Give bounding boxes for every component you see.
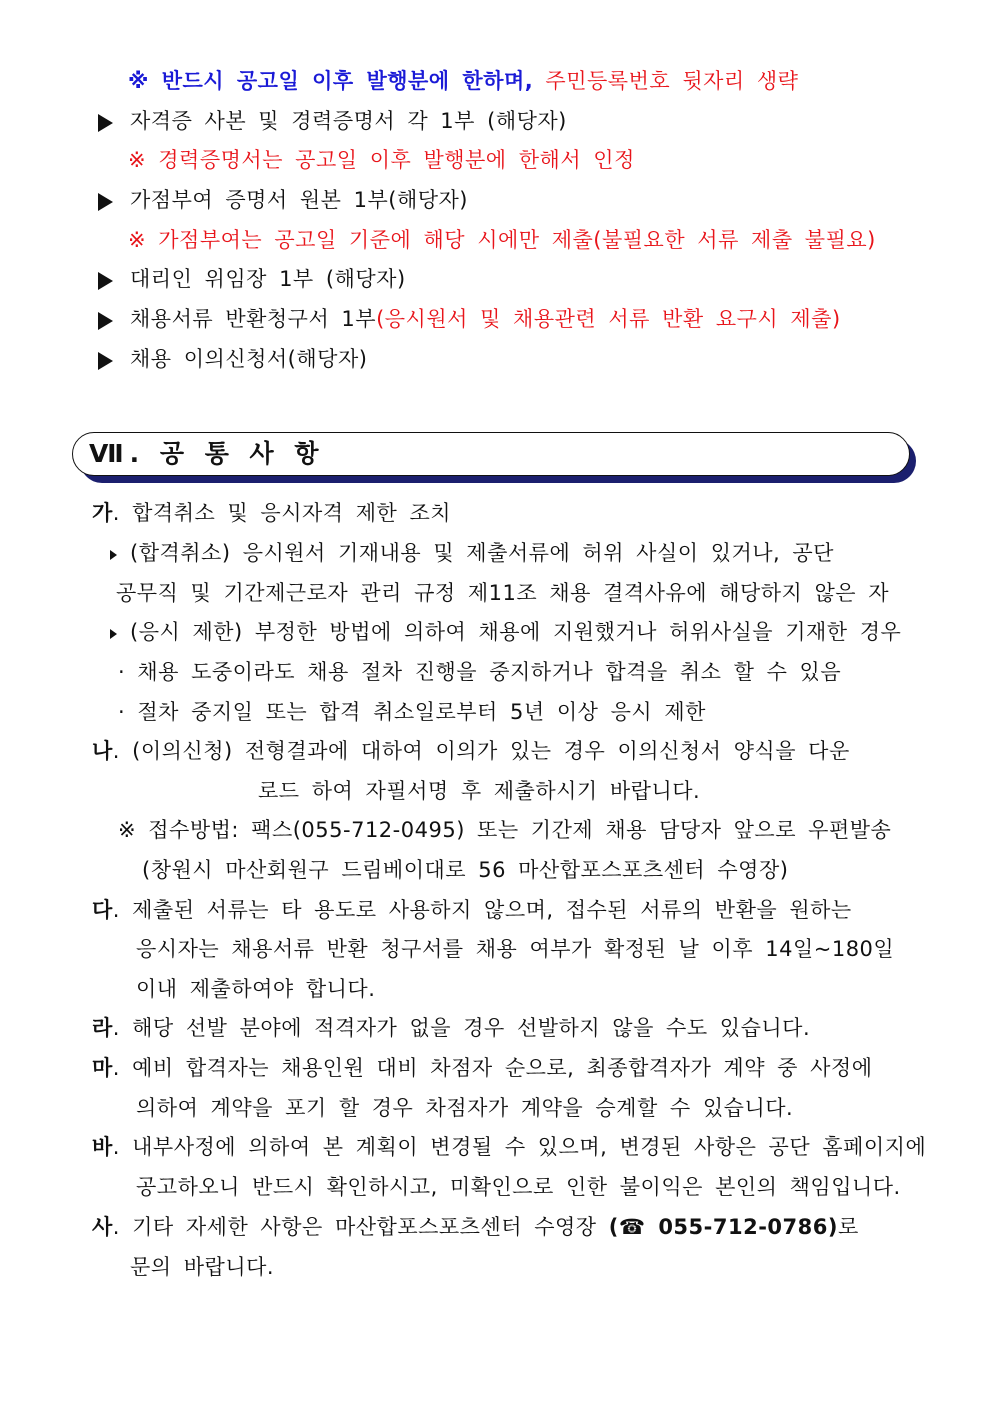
ga-dot-1: · 채용 도중이라도 채용 절차 진행을 중지하거나 합격을 취소 할 수 있음: [118, 660, 842, 684]
ga-sub-2: (응시 제한) 부정한 방법에 의하여 채용에 지원했거나 허위사실을 기재한 경우: [130, 620, 902, 644]
item-ga-label: 가: [92, 501, 113, 525]
item-ba-line-1: . 내부사정에 의하여 본 계획이 변경될 수 있으며, 변경된 사항은 공단 홈페이지에: [112, 1135, 927, 1159]
bullet-triangle-icon: [98, 272, 113, 290]
item-da: [92, 895, 852, 925]
bullet-triangle-icon: [98, 114, 113, 132]
item-da-line-1: . 제출된 서류는 타 용도로 사용하지 않으며, 접수된 서류의 반환을 원하는: [112, 898, 852, 922]
note-2: ※ 경력증명서는 공고일 이후 발행분에 한해서 인정: [128, 148, 635, 172]
item-4-red: (응시원서 및 채용관련 서류 반환 요구시 제출): [376, 307, 841, 331]
item-5: 채용 이의신청서(해당자): [130, 347, 368, 371]
item-sa: [92, 1212, 859, 1242]
item-3: 대리인 위임장 1부 (해당자): [130, 267, 406, 291]
item-ma-line-2: 의하여 계약을 포기 할 경우 차점자가 계약을 승계할 수 있습니다.: [136, 1096, 794, 1120]
item-ma-label: 마: [92, 1056, 113, 1080]
item-da-line-3: 이내 제출하여야 합니다.: [136, 977, 376, 1001]
item-sa-line-2: 문의 바랍니다.: [130, 1255, 275, 1279]
na-note-line-2: (창원시 마산회원구 드림베이대로 56 마산합포스포츠센터 수영장): [142, 858, 789, 882]
item-sa-label: 사: [92, 1215, 113, 1239]
phone-number: (☎ 055-712-0786): [608, 1215, 838, 1239]
ga-sub-1-line-2: 공무직 및 기간제근로자 관리 규정 제11조 채용 결격사유에 해당하지 않은 자: [116, 581, 890, 605]
item-ma-line-1: . 예비 합격자는 채용인원 대비 차점자 순으로, 최종합격자가 계약 중 사정에: [112, 1056, 873, 1080]
item-ra: [92, 1013, 810, 1043]
note-1: [128, 66, 798, 96]
item-ra-line-1: . 해당 선발 분야에 적격자가 없을 경우 선발하지 않을 수도 있습니다.: [112, 1016, 811, 1040]
bullet-triangle-icon: [98, 352, 113, 370]
item-ba: [92, 1132, 926, 1162]
item-ma: [92, 1053, 872, 1083]
ga-sub-1-line-1: (합격취소) 응시원서 기재내용 및 제출서류에 허위 사실이 있거나, 공단: [130, 541, 834, 565]
ga-dot-2: · 절차 중지일 또는 합격 취소일로부터 5년 이상 응시 제한: [118, 700, 706, 724]
item-na-line-2: 로드 하여 자필서명 후 제출하시기 바랍니다.: [258, 779, 701, 803]
na-note-line-1: ※ 접수방법: 팩스(055-712-0495) 또는 기간제 채용 담당자 앞으로 우편발송: [118, 818, 892, 842]
bullet-triangle-icon: [98, 312, 113, 330]
item-sa-text: . 기타 자세한 사항은 마산합포스포츠센터 수영장: [112, 1215, 609, 1239]
small-triangle-icon: [110, 550, 117, 560]
item-ga-text: . 합격취소 및 응시자격 제한 조치: [112, 501, 452, 525]
item-na: [92, 736, 850, 766]
item-ga: [92, 498, 451, 528]
item-na-line-1: . (이의신청) 전형결과에 대하여 이의가 있는 경우 이의신청서 양식을 다운: [112, 739, 850, 763]
note-3: ※ 가점부여는 공고일 기준에 해당 시에만 제출(불필요한 서류 제출 불필요): [128, 228, 876, 252]
item-da-label: 다: [92, 898, 113, 922]
item-ba-line-2: 공고하오니 반드시 확인하시고, 미확인으로 인한 불이익은 본인의 책임입니다.: [136, 1175, 901, 1199]
item-ra-label: 라: [92, 1016, 113, 1040]
bullet-triangle-icon: [98, 193, 113, 211]
section-header-box: [72, 432, 910, 476]
item-2: 가점부여 증명서 원본 1부(해당자): [130, 188, 468, 212]
item-1: 자격증 사본 및 경력증명서 각 1부 (해당자): [130, 109, 567, 133]
item-da-line-2: 응시자는 채용서류 반환 청구서를 채용 여부가 확정된 날 이후 14일~180일: [136, 937, 895, 961]
item-4: [130, 304, 841, 334]
section-header: [72, 432, 910, 476]
small-triangle-icon: [110, 629, 117, 639]
item-sa-tail: 로: [837, 1215, 859, 1239]
section-title: Ⅶ. 공 통 사 항: [89, 439, 325, 468]
item-na-label: 나: [92, 739, 113, 763]
item-4-text: 채용서류 반환청구서 1부: [130, 307, 377, 331]
item-ba-label: 바: [92, 1135, 113, 1159]
note-1-blue: ※ 반드시 공고일 이후 발행분에 한하며,: [128, 69, 534, 93]
note-1-red: 주민등록번호 뒷자리 생략: [533, 69, 799, 93]
